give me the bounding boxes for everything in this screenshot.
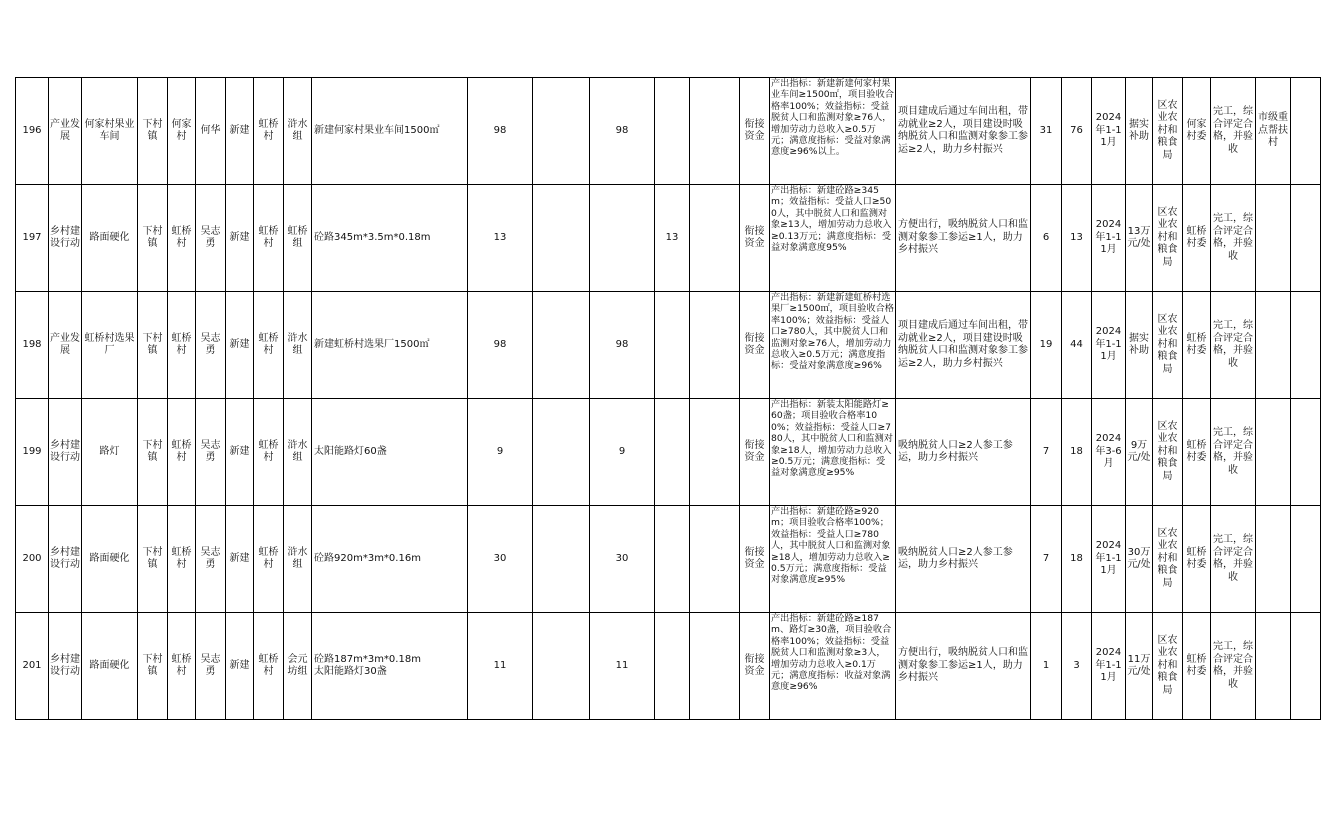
cell-central-fund: 98 — [590, 292, 655, 399]
cell-period: 2024年1-11月 — [1092, 292, 1126, 399]
cell-fund-type: 衔接资金 — [740, 613, 770, 720]
cell-department: 区农业农村和粮食局 — [1153, 292, 1183, 399]
cell-no: 197 — [16, 185, 49, 292]
cell-blank-a — [533, 78, 590, 185]
cell-subsidy: 13万元/处 — [1126, 185, 1153, 292]
table-row — [16, 292, 1321, 399]
cell-acceptance: 完工，综合评定合格，并验收 — [1211, 292, 1256, 399]
cell-performance-indicator: 产出指标：新建砼路≥345m；效益指标：受益人口≥500人，其中脱贫人口和监测对象≥13人，增加劳动力总收入≥0.13万元；满意度指标：受益对象满意度95% — [770, 185, 896, 292]
cell-owner: 何家村委 — [1183, 78, 1211, 185]
cell-person: 吴志勇 — [196, 506, 226, 613]
cell-location-village: 虹桥村 — [254, 399, 284, 506]
cell-fund-type: 衔接资金 — [740, 506, 770, 613]
cell-total-fund: 98 — [468, 292, 533, 399]
cell-blank-b — [655, 292, 690, 399]
cell-blank-c — [690, 399, 740, 506]
cell-location-village: 虹桥村 — [254, 78, 284, 185]
cell-location-group: 浒水组 — [284, 506, 312, 613]
cell-blank-a — [533, 613, 590, 720]
cell-fund-type: 衔接资金 — [740, 292, 770, 399]
cell-period: 2024年1-11月 — [1092, 613, 1126, 720]
cell-project-name: 路灯 — [82, 399, 138, 506]
cell-location-village: 虹桥村 — [254, 506, 284, 613]
cell-person: 吴志勇 — [196, 613, 226, 720]
cell-department: 区农业农村和粮食局 — [1153, 185, 1183, 292]
cell-total-fund: 13 — [468, 185, 533, 292]
cell-benefit-mechanism: 吸纳脱贫人口≥2人参工参运，助力乡村振兴 — [896, 506, 1031, 613]
cell-person: 吴志勇 — [196, 185, 226, 292]
cell-extra — [1291, 185, 1321, 292]
cell-people: 44 — [1062, 292, 1092, 399]
cell-blank-c — [690, 185, 740, 292]
cell-people: 18 — [1062, 399, 1092, 506]
cell-village: 何家村 — [168, 78, 196, 185]
cell-location-group: 虹桥组 — [284, 185, 312, 292]
cell-category: 乡村建设行动 — [49, 613, 82, 720]
cell-location-village: 虹桥村 — [254, 292, 284, 399]
cell-blank-b — [655, 78, 690, 185]
cell-location-group: 浒水组 — [284, 78, 312, 185]
cell-households: 31 — [1031, 78, 1062, 185]
cell-project-name: 路面硬化 — [82, 185, 138, 292]
cell-location-village: 虹桥村 — [254, 185, 284, 292]
cell-subsidy: 据实补助 — [1126, 292, 1153, 399]
cell-period: 2024年1-11月 — [1092, 185, 1126, 292]
cell-performance-indicator: 产出指标：新建砼路≥187m、路灯≥30盏，项目验收合格率100%；效益指标：受益脱贫人口和监测对象≥3人，增加劳动力总收入≥0.1万元；满意度指标：收益对象满意度≥96% — [770, 613, 896, 720]
cell-content: 新建虹桥村选果厂1500㎡ — [312, 292, 468, 399]
cell-location-group: 浒水组 — [284, 399, 312, 506]
cell-subsidy: 据实补助 — [1126, 78, 1153, 185]
cell-subsidy: 30万元/处 — [1126, 506, 1153, 613]
cell-location-village: 虹桥村 — [254, 613, 284, 720]
cell-acceptance: 完工，综合评定合格，并验收 — [1211, 506, 1256, 613]
cell-blank-a — [533, 185, 590, 292]
cell-central-fund: 30 — [590, 506, 655, 613]
cell-benefit-mechanism: 吸纳脱贫人口≥2人参工参运，助力乡村振兴 — [896, 399, 1031, 506]
cell-category: 乡村建设行动 — [49, 399, 82, 506]
cell-content: 太阳能路灯60盏 — [312, 399, 468, 506]
cell-extra — [1291, 78, 1321, 185]
cell-blank-a — [533, 292, 590, 399]
cell-town: 下村镇 — [138, 185, 168, 292]
cell-households: 7 — [1031, 506, 1062, 613]
cell-total-fund: 98 — [468, 78, 533, 185]
cell-total-fund: 30 — [468, 506, 533, 613]
cell-village: 虹桥村 — [168, 292, 196, 399]
cell-total-fund: 11 — [468, 613, 533, 720]
cell-project-name: 何家村果业车间 — [82, 78, 138, 185]
table-row — [16, 399, 1321, 506]
cell-households: 1 — [1031, 613, 1062, 720]
table-row — [16, 506, 1321, 613]
cell-fund-type: 衔接资金 — [740, 185, 770, 292]
cell-note — [1256, 399, 1291, 506]
cell-central-fund: 9 — [590, 399, 655, 506]
cell-acceptance: 完工，综合评定合格，并验收 — [1211, 399, 1256, 506]
cell-blank-a — [533, 399, 590, 506]
cell-town: 下村镇 — [138, 506, 168, 613]
cell-blank-c — [690, 613, 740, 720]
table-row — [16, 78, 1321, 185]
cell-content: 砼路345m*3.5m*0.18m — [312, 185, 468, 292]
cell-project-name: 虹桥村选果厂 — [82, 292, 138, 399]
cell-person: 何华 — [196, 78, 226, 185]
table-row — [16, 185, 1321, 292]
cell-village: 虹桥村 — [168, 185, 196, 292]
cell-owner: 虹桥村委 — [1183, 506, 1211, 613]
cell-department: 区农业农村和粮食局 — [1153, 399, 1183, 506]
cell-note — [1256, 292, 1291, 399]
cell-fund-type: 衔接资金 — [740, 78, 770, 185]
cell-extra — [1291, 399, 1321, 506]
cell-content: 砼路187m*3m*0.18m 太阳能路灯30盏 — [312, 613, 468, 720]
cell-total-fund: 9 — [468, 399, 533, 506]
cell-no: 200 — [16, 506, 49, 613]
cell-no: 199 — [16, 399, 49, 506]
cell-blank-b — [655, 506, 690, 613]
cell-fund-type: 衔接资金 — [740, 399, 770, 506]
cell-category: 产业发展 — [49, 78, 82, 185]
project-table — [15, 77, 1321, 720]
cell-project-name: 路面硬化 — [82, 506, 138, 613]
cell-extra — [1291, 292, 1321, 399]
cell-central-fund: 98 — [590, 78, 655, 185]
cell-location-group: 浒水组 — [284, 292, 312, 399]
cell-build-type: 新建 — [226, 185, 254, 292]
cell-acceptance: 完工，综合评定合格，并验收 — [1211, 185, 1256, 292]
cell-department: 区农业农村和粮食局 — [1153, 78, 1183, 185]
cell-town: 下村镇 — [138, 399, 168, 506]
cell-owner: 虹桥村委 — [1183, 613, 1211, 720]
cell-blank-b: 13 — [655, 185, 690, 292]
cell-note: 市级重点帮扶村 — [1256, 78, 1291, 185]
cell-note — [1256, 506, 1291, 613]
cell-households: 6 — [1031, 185, 1062, 292]
cell-build-type: 新建 — [226, 613, 254, 720]
cell-benefit-mechanism: 项目建成后通过车间出租，带动就业≥2人，项目建设时吸纳脱贫人口和监测对象参工参运≥2人，助力乡村振兴 — [896, 78, 1031, 185]
cell-project-name: 路面硬化 — [82, 613, 138, 720]
cell-owner: 虹桥村委 — [1183, 185, 1211, 292]
cell-blank-c — [690, 292, 740, 399]
cell-town: 下村镇 — [138, 78, 168, 185]
cell-no: 201 — [16, 613, 49, 720]
cell-build-type: 新建 — [226, 292, 254, 399]
cell-town: 下村镇 — [138, 292, 168, 399]
cell-category: 乡村建设行动 — [49, 506, 82, 613]
cell-acceptance: 完工，综合评定合格，并验收 — [1211, 613, 1256, 720]
cell-blank-a — [533, 506, 590, 613]
cell-acceptance: 完工，综合评定合格，并验收 — [1211, 78, 1256, 185]
cell-category: 产业发展 — [49, 292, 82, 399]
cell-central-fund: 11 — [590, 613, 655, 720]
cell-town: 下村镇 — [138, 613, 168, 720]
cell-department: 区农业农村和粮食局 — [1153, 506, 1183, 613]
cell-extra — [1291, 506, 1321, 613]
cell-village: 虹桥村 — [168, 399, 196, 506]
cell-owner: 虹桥村委 — [1183, 399, 1211, 506]
table-row — [16, 613, 1321, 720]
cell-benefit-mechanism: 方便出行，吸纳脱贫人口和监测对象参工参运≥1人，助力乡村振兴 — [896, 185, 1031, 292]
cell-blank-b — [655, 399, 690, 506]
cell-subsidy: 11万元/处 — [1126, 613, 1153, 720]
cell-people: 3 — [1062, 613, 1092, 720]
cell-build-type: 新建 — [226, 399, 254, 506]
cell-benefit-mechanism: 方便出行，吸纳脱贫人口和监测对象参工参运≥1人，助力乡村振兴 — [896, 613, 1031, 720]
cell-village: 虹桥村 — [168, 613, 196, 720]
cell-person: 吴志勇 — [196, 292, 226, 399]
cell-note — [1256, 613, 1291, 720]
cell-location-group: 会元坊组 — [284, 613, 312, 720]
cell-benefit-mechanism: 项目建成后通过车间出租，带动就业≥2人，项目建设时吸纳脱贫人口和监测对象参工参运≥2人，助力乡村振兴 — [896, 292, 1031, 399]
cell-department: 区农业农村和粮食局 — [1153, 613, 1183, 720]
cell-blank-b — [655, 613, 690, 720]
cell-build-type: 新建 — [226, 78, 254, 185]
cell-performance-indicator: 产出指标：新装太阳能路灯≥60盏；项目验收合格率100%；效益指标：受益人口≥780人，其中脱贫人口和监测对象≥18人，增加劳动力总收入≥0.5万元；满意度指标：受益对象满意度≥95% — [770, 399, 896, 506]
cell-people: 18 — [1062, 506, 1092, 613]
cell-blank-c — [690, 506, 740, 613]
cell-people: 76 — [1062, 78, 1092, 185]
cell-households: 19 — [1031, 292, 1062, 399]
cell-no: 196 — [16, 78, 49, 185]
cell-people: 13 — [1062, 185, 1092, 292]
cell-period: 2024年1-11月 — [1092, 506, 1126, 613]
cell-no: 198 — [16, 292, 49, 399]
cell-owner: 虹桥村委 — [1183, 292, 1211, 399]
cell-person: 吴志勇 — [196, 399, 226, 506]
cell-blank-c — [690, 78, 740, 185]
cell-category: 乡村建设行动 — [49, 185, 82, 292]
cell-central-fund — [590, 185, 655, 292]
cell-village: 虹桥村 — [168, 506, 196, 613]
cell-note — [1256, 185, 1291, 292]
cell-period: 2024年1-11月 — [1092, 78, 1126, 185]
cell-households: 7 — [1031, 399, 1062, 506]
cell-subsidy: 9万元/处 — [1126, 399, 1153, 506]
cell-performance-indicator: 产出指标：新建砼路≥920m；项目验收合格率100%；效益指标：受益人口≥780人，其中脱贫人口和监测对象≥18人，增加劳动力总收入≥0.5万元；满意度指标：受益对象满意度≥95% — [770, 506, 896, 613]
cell-performance-indicator: 产出指标：新建新建何家村果业车间≥1500㎡，项目验收合格率100%；效益指标：受益脱贫人口和监测对象≥76人，增加劳动力总收入≥0.5万元；满意度指标：受益对象满意度≥96%以上。 — [770, 78, 896, 185]
cell-build-type: 新建 — [226, 506, 254, 613]
cell-performance-indicator: 产出指标：新建新建虹桥村选果厂≥1500㎡，项目验收合格率100%；效益指标：受益人口≥780人，其中脱贫人口和监测对象≥76人，增加劳动力总收入≥0.5万元；满意度指标：受益对象满意度≥96% — [770, 292, 896, 399]
cell-extra — [1291, 613, 1321, 720]
cell-content: 新建何家村果业车间1500㎡ — [312, 78, 468, 185]
cell-period: 2024年3-6月 — [1092, 399, 1126, 506]
cell-content: 砼路920m*3m*0.16m — [312, 506, 468, 613]
